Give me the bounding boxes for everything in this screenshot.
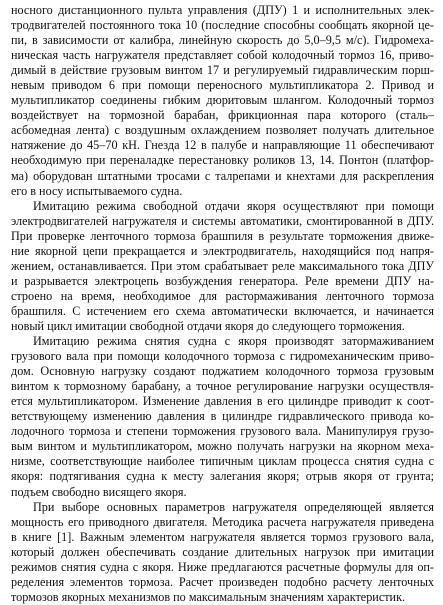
text-line: грузового вала при помощи колодочного тормоза с гидромеханическим приво- <box>11 349 434 364</box>
text-line: его в носу испытываемого судна. <box>11 183 183 198</box>
paragraph-4 <box>11 500 434 605</box>
text-line: ветствующему изменению давления в цилиндре гидравлического привода ко- <box>11 409 434 424</box>
text-line: тормозов якорных механизмов по максимальным значениям характеристик. <box>11 589 406 604</box>
text-line: При проверке ленточного тормоза брашпиля в результате торможения движе- <box>11 228 434 243</box>
text-line: вым винтом и мультипликатором, можно получать нагрузки на якорном меха- <box>11 439 434 454</box>
text-line: электродвигателей нагружателя и системы автоматики, смонтированной в ДПУ. <box>11 213 434 228</box>
text-line: невым приводом 6 при помощи переносного мультипликатора 2. Привод и <box>11 78 434 93</box>
text-line: который должен обеспечивать создание длительных нагрузок при имитации <box>11 544 434 559</box>
text-line: Имитацию режима свободной отдачи якоря осуществляют при помощи <box>33 198 434 213</box>
text-line: мультипликатор соединены гибким дюритовым шлангом. Колодочный тормоз <box>11 93 434 108</box>
text-line: строено на время, необходимое для растормаживания ленточного тормоза <box>11 288 434 303</box>
text-line: ределения элементов тормоза. Расчет произведен подобно расчету ленточных <box>11 574 434 589</box>
text-line: натяжение до 45–70 кН. Гнезда 12 в палубе и направляющие 11 обеспечивают <box>11 138 434 153</box>
text-line: новый цикл имитации свободной отдачи якоря до следующего торможения. <box>11 318 405 333</box>
text-line: тродвигателей постоянного тока 10 (последние способны сообщать якорной це- <box>11 18 434 33</box>
text-line: необходимую при переналадке перестановку роликов 13, 14. Понтон (платфор- <box>11 153 434 168</box>
text-line: мощность его приводного двигателя. Методика расчета нагружателя приведена <box>11 514 434 529</box>
text-line: лодочного тормоза и степени торможения грузового вала. Манипулируя грузо- <box>11 424 434 439</box>
text-line: Имитацию режима снятия судна с якоря производят затормаживанием <box>33 334 434 349</box>
text-line: ется мультипликатором. Изменение давления в его цилиндре приводит к соот- <box>11 394 434 409</box>
paragraph-2 <box>11 199 434 334</box>
text-line: При выборе основных параметров нагружателя определяющей является <box>33 499 434 514</box>
text-line: подъем свободно висящего якоря. <box>11 484 187 499</box>
text-line: режимов снятия судна с якоря. Ниже предлагаются расчетные формулы для оп- <box>11 559 434 574</box>
text-line: в книге [1]. Важным элементом нагружателя является тормоз грузового вала, <box>11 529 434 544</box>
text-line: димый в действие грузовым винтом 17 и регулируемый гидравлическим порш- <box>11 63 434 78</box>
text-line: ние якорной цепи прекращается и электродвигатель, находящийся под напря- <box>11 243 434 258</box>
text-line: и разрывается электроцепь возбуждения генератора. Реле времени ДПУ на- <box>11 273 434 288</box>
text-line: винтом к тормозному барабану, а точное регулирование нагрузки осуществля- <box>11 379 434 394</box>
paragraph-3 <box>11 334 434 500</box>
text-line: брашпиля. С истечением его схема автоматически включается, и начинается <box>11 303 434 318</box>
text-line: якоря: подтягивания судна к месту залегания якоря; отрыв якоря от грунта; <box>11 469 434 484</box>
paragraph-1 <box>11 3 434 199</box>
text-line: ническая часть нагружателя представляет собой колодочный тормоз 16, приво- <box>11 48 434 63</box>
text-line: воздействует на тормозной барабан, фрикционная пара которого (сталь– <box>11 108 434 123</box>
text-line: ма) оборудован штатными тросами с талрепами и кнехтами для раскрепления <box>11 168 434 183</box>
text-line: носного дистанционного пульта управления (ДПУ) 1 и исполнительных элек- <box>11 3 434 17</box>
text-line: дом. Основную нагрузку создают поджатием колодочного тормоза грузовым <box>11 364 434 379</box>
text-line: жением, останавливается. При этом срабатывает реле максимального тока ДПУ <box>11 258 434 273</box>
text-line: пи, в зависимости от калибра, линейную скорость до 5,0–9,5 м/с). Гидромеха- <box>11 33 434 48</box>
text-line: низме, соответствующие наиболее типичным циклам процесса снятия судна с <box>11 454 434 469</box>
text-line: асбомедная лента) с воздушным охлаждением позволяет получать длительное <box>11 123 434 138</box>
